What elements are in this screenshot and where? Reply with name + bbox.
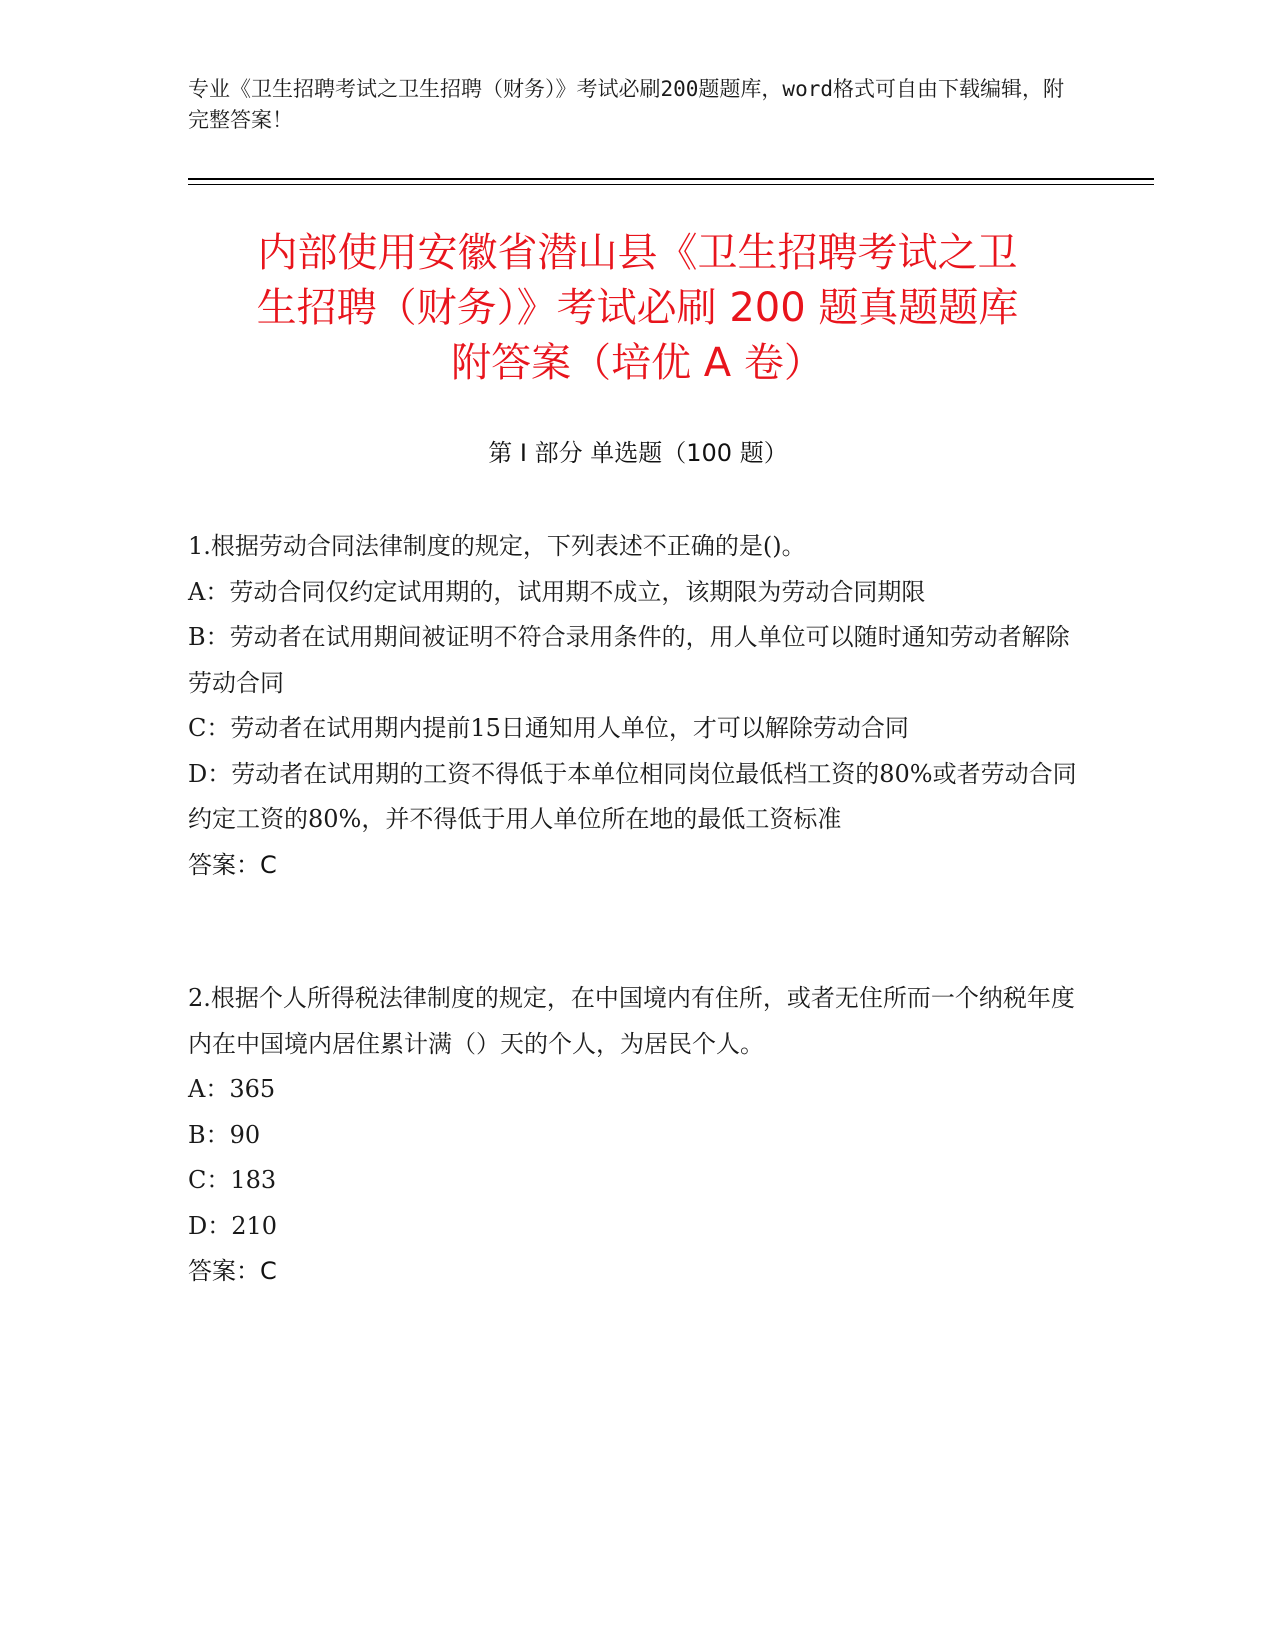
header-divider-thin (188, 184, 1154, 185)
question-2-answer: 答案：C (188, 1257, 277, 1285)
question-2-stem: 2.根据个人所得税法律制度的规定，在中国境内有住所，或者无住所而一个纳税年度内在中国境内居住累计满（）天的个人，为居民个人。 (188, 984, 1075, 1058)
question-2-option-c: C：183 (188, 1166, 277, 1194)
question-1-stem: 1.根据劳动合同法律制度的规定，下列表述不正确的是()。 (188, 532, 806, 560)
question-1-option-d: D：劳动者在试用期的工资不得低于本单位相同岗位最低档工资的80%或者劳动合同约定工资的80%，并不得低于用人单位所在地的最低工资标准 (188, 759, 1077, 833)
document-title-line-1: 内部使用安徽省潜山县《卫生招聘考试之卫 (257, 230, 1018, 276)
question-2 (188, 976, 1078, 1295)
question-2-option-a: A：365 (188, 1075, 276, 1103)
question-1-answer: 答案：C (188, 850, 277, 879)
document-title (170, 226, 1105, 391)
question-1 (188, 524, 1078, 888)
question-2-option-d: D：210 (188, 1211, 278, 1240)
header-divider-thick (188, 178, 1154, 180)
document-title-line-2: 生招聘（财务）》考试必刷 200 题真题题库 (256, 285, 1019, 331)
header-note: 专业《卫生招聘考试之卫生招聘（财务）》考试必刷200题题库，word格式可自由下载编辑，附完整答案！ (188, 77, 1064, 132)
question-1-option-a: A：劳动合同仅约定试用期的，试用期不成立，该期限为劳动合同期限 (188, 577, 926, 606)
question-1-option-c: C：劳动者在试用期内提前15日通知用人单位，才可以解除劳动合同 (188, 714, 909, 742)
question-1-option-b: B：劳动者在试用期间被证明不符合录用条件的，用人单位可以随时通知劳动者解除劳动合同 (188, 623, 1070, 697)
question-2-option-b: B：90 (188, 1120, 261, 1149)
document-title-line-3: 附答案（培优 A 卷） (451, 340, 824, 386)
section-title: 第 I 部分 单选题（100 题） (488, 439, 788, 467)
